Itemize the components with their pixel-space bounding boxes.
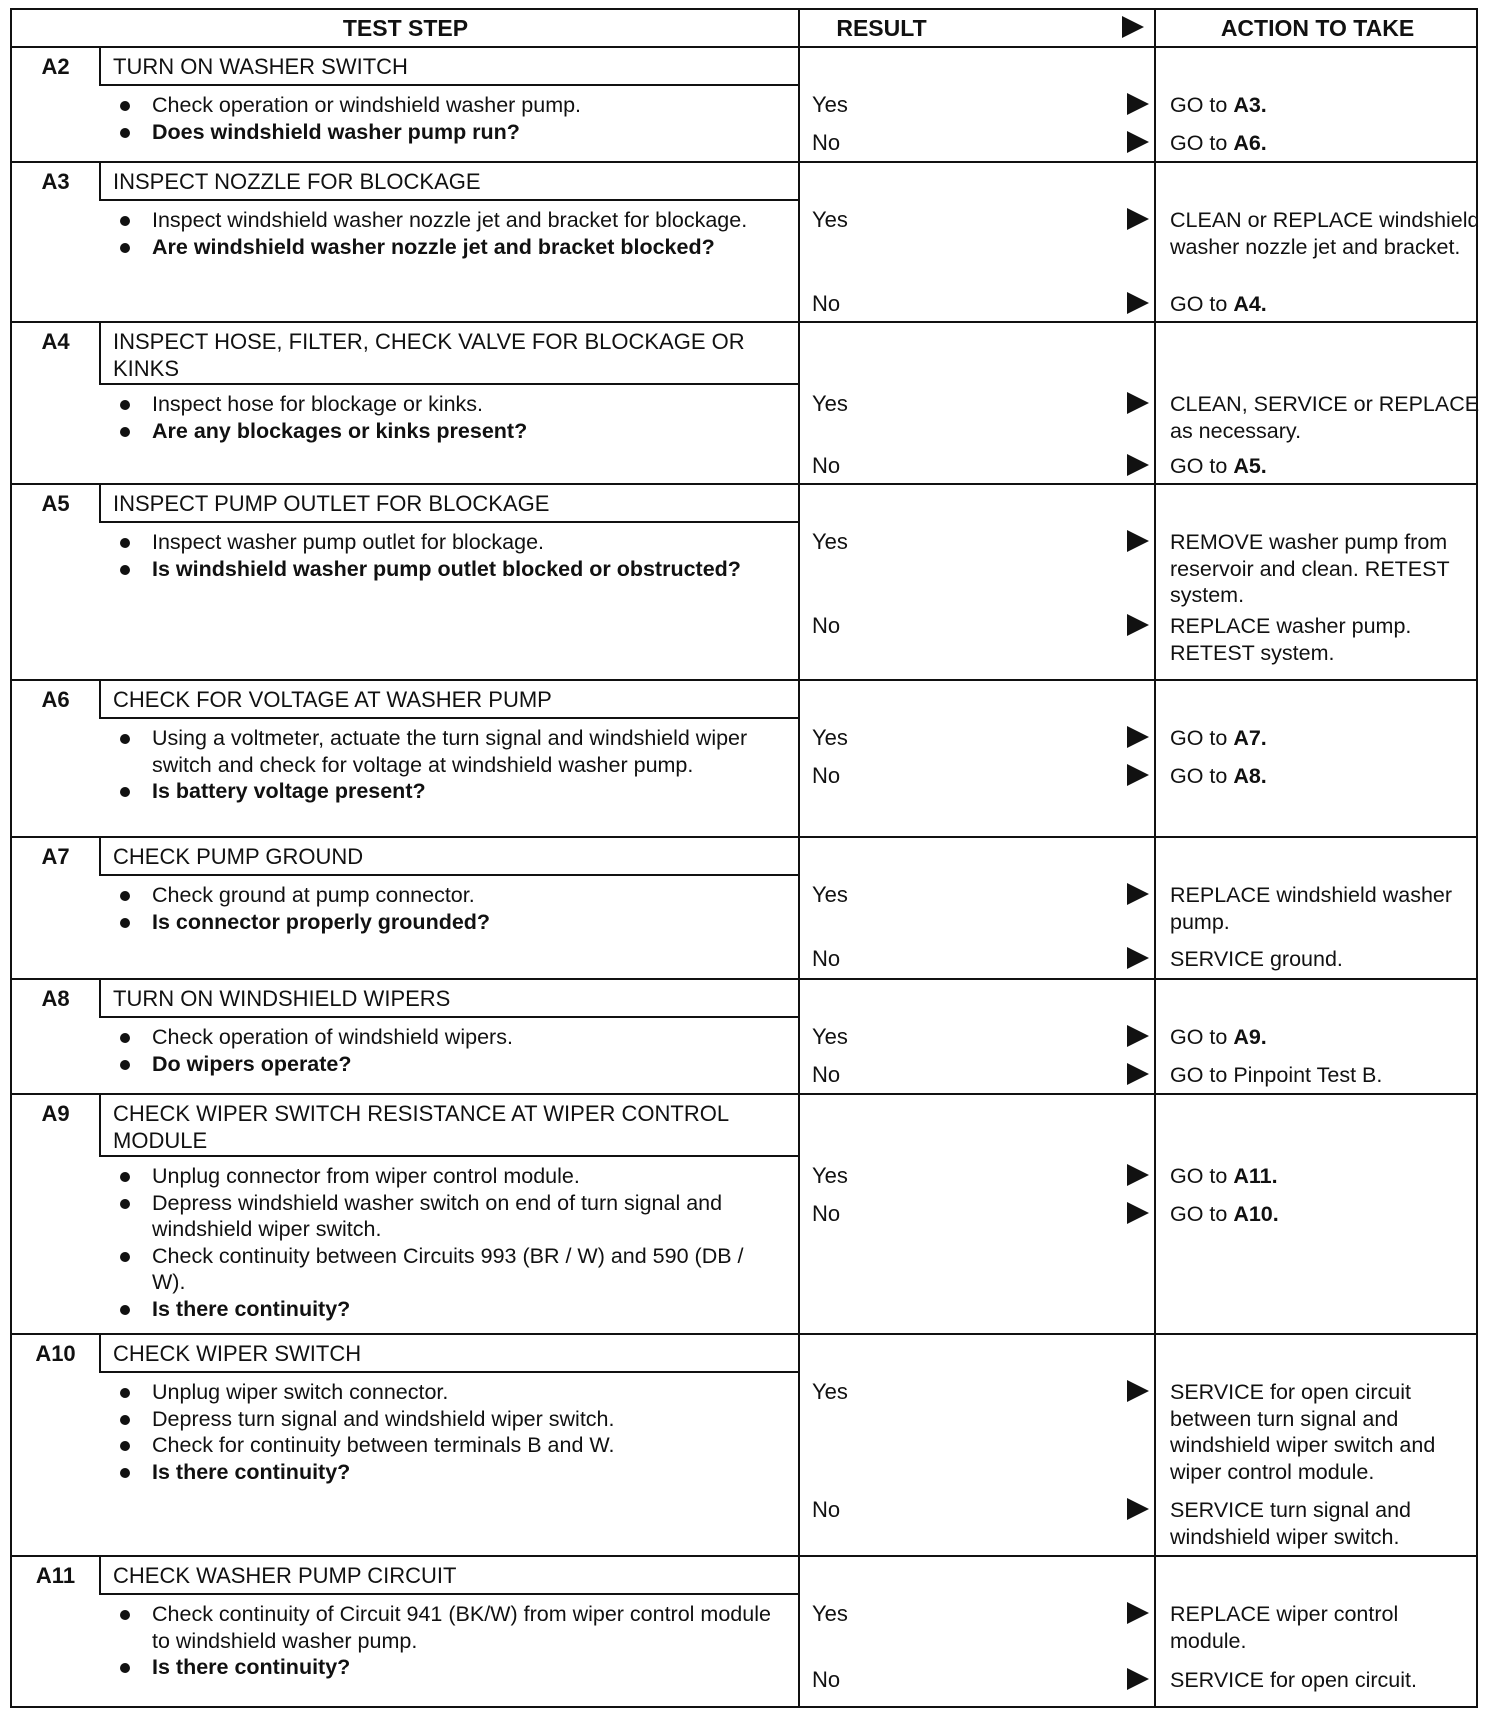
- action-prefix: GO to: [1170, 1164, 1234, 1188]
- action-prefix: GO to: [1170, 292, 1234, 316]
- action-to-take: [1170, 725, 1480, 752]
- step-reference: A8.: [1233, 764, 1267, 788]
- step-instruction: Inspect washer pump outlet for blockage.: [112, 529, 772, 556]
- step-instruction: Inspect windshield washer nozzle jet and bracket for blockage.: [112, 207, 772, 234]
- step-question: Do wipers operate?: [112, 1051, 772, 1078]
- step-instructions: [112, 207, 772, 260]
- step-question: Is there continuity?: [112, 1654, 772, 1681]
- step-title: CHECK PUMP GROUND: [99, 838, 799, 876]
- result-yes: Yes: [812, 725, 848, 750]
- arrow-right-icon: [1127, 392, 1149, 414]
- action-to-take: REPLACE wiper control module.: [1170, 1602, 1399, 1653]
- step-instructions: [112, 92, 772, 145]
- test-step-row: [12, 980, 1476, 1095]
- table-header: [12, 10, 1476, 48]
- action-prefix: GO to: [1170, 131, 1234, 155]
- arrow-right-icon: [1127, 1025, 1149, 1047]
- step-instructions: [112, 529, 772, 582]
- arrow-right-icon: [1127, 1602, 1149, 1624]
- arrow-right-icon: [1127, 1063, 1149, 1085]
- action-to-take: [1170, 92, 1480, 119]
- step-id: A10: [35, 1341, 76, 1366]
- action-to-take: CLEAN, SERVICE or REPLACE as necessary.: [1170, 392, 1480, 443]
- action-to-take: SERVICE turn signal and windshield wiper switch.: [1170, 1498, 1412, 1549]
- action-prefix: GO to: [1170, 93, 1234, 117]
- arrow-right-icon: [1127, 947, 1149, 969]
- step-question: Are any blockages or kinks present?: [112, 418, 772, 445]
- action-prefix: GO to: [1170, 1202, 1234, 1226]
- action-to-take: REPLACE windshield washer pump.: [1170, 883, 1453, 934]
- arrow-right-icon: [1127, 764, 1149, 786]
- header-action: ACTION TO TAKE: [1220, 15, 1415, 41]
- result-no: No: [812, 453, 841, 478]
- step-instruction: Check continuity of Circuit 941 (BK/W) from wiper control module to windshield washer pump.: [112, 1601, 772, 1654]
- result-yes: Yes: [812, 92, 848, 117]
- result-yes: Yes: [812, 529, 848, 554]
- action-to-take: [1170, 453, 1480, 480]
- arrow-right-icon: [1127, 93, 1149, 115]
- test-step-row: [12, 838, 1476, 980]
- step-instructions: [112, 1601, 772, 1681]
- test-step-row: [12, 163, 1480, 323]
- result-yes: Yes: [812, 391, 848, 416]
- arrow-right-icon: [1127, 454, 1149, 476]
- action-to-take: [1170, 1163, 1480, 1190]
- arrow-right-icon: [1127, 530, 1149, 552]
- action-to-take: CLEAN or REPLACE windshield washer nozzle jet and bracket.: [1170, 208, 1480, 259]
- action-prefix: GO to: [1170, 1025, 1234, 1049]
- result-no: No: [812, 291, 841, 316]
- arrow-right-icon: [1127, 883, 1149, 905]
- step-question: Is battery voltage present?: [112, 778, 772, 805]
- result-yes: Yes: [812, 882, 848, 907]
- arrow-right-icon: [1127, 1498, 1149, 1520]
- test-step-row: [12, 1335, 1476, 1557]
- test-step-row: [12, 323, 1480, 485]
- step-reference: A9.: [1233, 1025, 1267, 1049]
- action-to-take: SERVICE for open circuit.: [1170, 1668, 1417, 1692]
- step-question: Is connector properly grounded?: [112, 909, 772, 936]
- header-result: RESULT: [836, 15, 927, 41]
- action-to-take: [1170, 763, 1480, 790]
- step-id: A8: [41, 986, 70, 1011]
- result-yes: Yes: [812, 1601, 848, 1626]
- result-no: No: [812, 763, 841, 788]
- step-title: CHECK WIPER SWITCH: [99, 1335, 799, 1373]
- step-title: CHECK WIPER SWITCH RESISTANCE AT WIPER CONTROL MODULE: [99, 1095, 799, 1157]
- result-yes: Yes: [812, 1163, 848, 1188]
- step-reference: A3.: [1233, 93, 1267, 117]
- step-title: TURN ON WINDSHIELD WIPERS: [99, 980, 799, 1018]
- step-instruction: Check continuity between Circuits 993 (BR / W) and 590 (DB / W).: [112, 1243, 772, 1296]
- step-id: A2: [41, 54, 70, 79]
- step-instruction: Depress turn signal and windshield wiper switch.: [112, 1406, 772, 1433]
- arrow-right-icon: [1127, 1164, 1149, 1186]
- step-question: Does windshield washer pump run?: [112, 119, 772, 146]
- step-title: CHECK WASHER PUMP CIRCUIT: [99, 1557, 799, 1595]
- step-instruction: Unplug connector from wiper control module.: [112, 1163, 772, 1190]
- step-instruction: Check ground at pump connector.: [112, 882, 772, 909]
- action-prefix: GO to: [1170, 764, 1234, 788]
- result-yes: Yes: [812, 207, 848, 232]
- step-question: Is windshield washer pump outlet blocked or obstructed?: [112, 556, 772, 583]
- test-step-row: [12, 485, 1476, 681]
- step-instructions: [112, 882, 772, 935]
- step-title: CHECK FOR VOLTAGE AT WASHER PUMP: [99, 681, 799, 719]
- test-step-row: [12, 1095, 1476, 1335]
- step-reference: A4.: [1233, 292, 1267, 316]
- step-id: A4: [41, 329, 70, 354]
- result-yes: Yes: [812, 1024, 848, 1049]
- step-title: INSPECT HOSE, FILTER, CHECK VALVE FOR BLOCKAGE OR KINKS: [99, 323, 799, 385]
- result-no: No: [812, 130, 841, 155]
- header-test-step: TEST STEP: [342, 15, 469, 41]
- step-reference: A6.: [1233, 131, 1267, 155]
- result-no: No: [812, 613, 841, 638]
- result-no: No: [812, 1667, 841, 1692]
- result-yes: Yes: [812, 1379, 848, 1404]
- arrow-right-icon: [1127, 1380, 1149, 1402]
- arrow-right-icon: [1127, 292, 1149, 314]
- step-instruction: Inspect hose for blockage or kinks.: [112, 391, 772, 418]
- arrow-right-icon: [1127, 1668, 1149, 1690]
- step-reference: A11.: [1233, 1164, 1278, 1188]
- step-instructions: [112, 391, 772, 444]
- step-reference: A7.: [1233, 726, 1267, 750]
- step-title: TURN ON WASHER SWITCH: [99, 48, 799, 86]
- arrow-right-icon: [1127, 726, 1149, 748]
- result-no: No: [812, 1062, 841, 1087]
- step-instruction: Unplug wiper switch connector.: [112, 1379, 772, 1406]
- step-id: A7: [41, 844, 70, 869]
- result-no: No: [812, 1201, 841, 1226]
- step-question: Is there continuity?: [112, 1296, 772, 1323]
- step-instructions: [112, 1379, 772, 1485]
- action-to-take: [1170, 1201, 1480, 1228]
- step-id: A11: [35, 1563, 76, 1588]
- step-instruction: Check for continuity between terminals B and W.: [112, 1432, 772, 1459]
- step-id: A3: [41, 169, 70, 194]
- step-instructions: [112, 725, 772, 805]
- step-instruction: Depress windshield washer switch on end of turn signal and windshield wiper switch.: [112, 1190, 772, 1243]
- step-instruction: Check operation of windshield wipers.: [112, 1024, 772, 1051]
- step-title: INSPECT NOZZLE FOR BLOCKAGE: [99, 163, 799, 201]
- test-step-row: [12, 1557, 1476, 1708]
- action-to-take: SERVICE for open circuit between turn signal and windshield wiper switch and wiper control module.: [1170, 1380, 1436, 1484]
- step-id: A5: [41, 491, 70, 516]
- action-prefix: GO to: [1170, 454, 1234, 478]
- result-no: No: [812, 946, 841, 971]
- action-to-take: REPLACE washer pump. RETEST system.: [1170, 614, 1412, 665]
- action-to-take: GO to Pinpoint Test B.: [1170, 1063, 1383, 1087]
- action-to-take: [1170, 1024, 1480, 1051]
- step-instructions: [112, 1163, 772, 1322]
- step-id: A9: [41, 1101, 70, 1126]
- arrow-right-icon: [1127, 1202, 1149, 1224]
- diagnostic-table: [10, 8, 1478, 1708]
- arrow-right-icon: [1127, 614, 1149, 636]
- step-instruction: Using a voltmeter, actuate the turn signal and windshield wiper switch and check for voltage at windshield washer pump.: [112, 725, 772, 778]
- header-arrow-icon: [1122, 16, 1144, 38]
- step-instruction: Check operation or windshield washer pump.: [112, 92, 772, 119]
- result-no: No: [812, 1497, 841, 1522]
- step-title: INSPECT PUMP OUTLET FOR BLOCKAGE: [99, 485, 799, 523]
- test-step-row: [12, 48, 1476, 163]
- action-to-take: [1170, 291, 1480, 318]
- action-prefix: GO to: [1170, 726, 1234, 750]
- arrow-right-icon: [1127, 208, 1149, 230]
- step-question: Are windshield washer nozzle jet and bracket blocked?: [112, 234, 772, 261]
- step-question: Is there continuity?: [112, 1459, 772, 1486]
- step-id: A6: [41, 687, 70, 712]
- step-reference: A10.: [1233, 1202, 1279, 1226]
- action-to-take: SERVICE ground.: [1170, 947, 1343, 971]
- step-reference: A5.: [1233, 454, 1267, 478]
- action-to-take: REMOVE washer pump from reservoir and clean. RETEST system.: [1170, 530, 1450, 607]
- step-instructions: [112, 1024, 772, 1077]
- action-to-take: [1170, 130, 1480, 157]
- test-step-row: [12, 681, 1476, 838]
- arrow-right-icon: [1127, 131, 1149, 153]
